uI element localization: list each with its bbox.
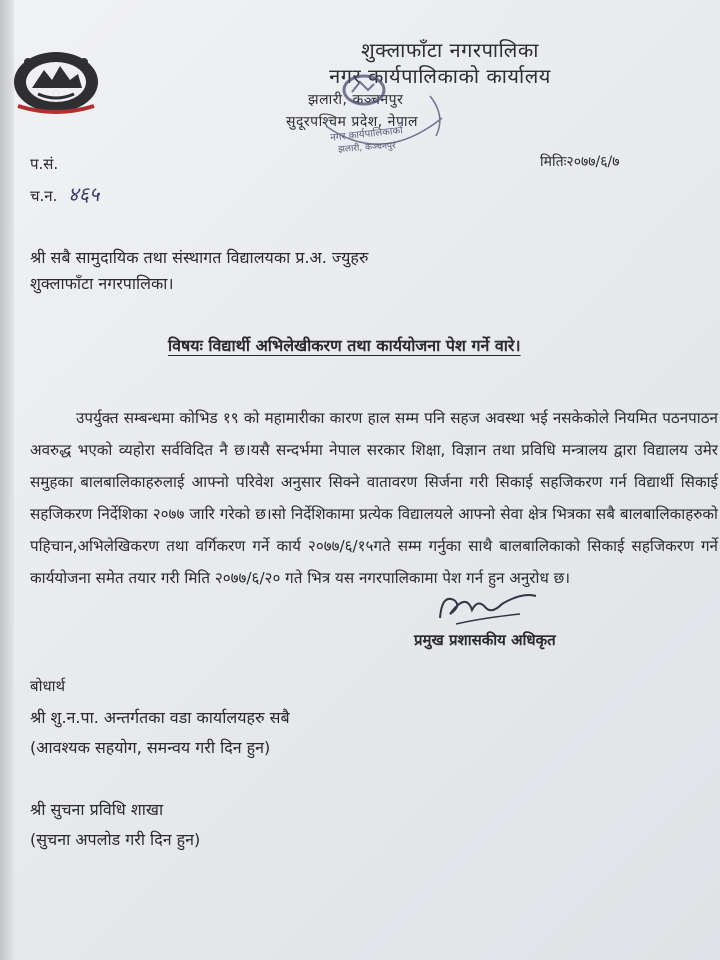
cc-item-it-section: श्री सुचना प्रविधि शाखा [30,800,164,819]
municipality-name: शुक्लाफाँटा नगरपालिका [361,38,539,62]
office-location: झलारी, कञ्चनपुर [308,92,404,108]
letter-date: मितिः२०७७/६/७ [540,154,620,170]
addressee-line1: श्री सबै सामुदायिक तथा संस्थागत विद्यालयका प्र.अ. ज्युहरु [30,248,369,267]
chalani-label: च.न. [30,187,58,205]
chalani-value: ४६५ [68,182,100,206]
patra-sankhya-label: प.सं. [30,155,59,173]
stamp-text-line1: नगर कार्यपालिकाको [329,125,404,144]
signature-mark [432,584,542,634]
office-province: सुदूरपश्चिम प्रदेश, नेपाल [286,114,419,130]
letter-body: उपर्युक्त सम्बन्धमा कोभिड १९ को महामारीका कारण हाल सम्म पनि सहज अवस्था भई नसकेकोले नियमित पठनपाठन अवरुद्ध भएको व्यहोरा सर्वविदित नै छ।यसै सन्दर्भमा नेपाल सरकार शिक्षा, विज्ञान तथा प्रविधि मन्त्रालय द्वारा विद्यालय उमेर समुहका बालबालिकाहरुलाई आफ्नो परिवेश अनुसार सिक्ने वातावरण सिर्जना गरी सिकाई सहजिकरण गर्न विद्यार्थी सिकाई सहजिकरण निर्देशिका २०७७ जारि गरेको छ।सो निर्देशिकामा प्रत्येक विद्यालयले आफ्नो सेवा क्षेत्र भित्रका सबै बालबालिकाहरुको पहिचान,अभिलेखिकरण तथा वर्गिकरण गर्ने कार्य २०७७/६/१५गते सम्म गर्नुका साथै बालबालिकाको सिकाई सहजिकरण गर्ने कार्ययोजना समेत तयार गरी मिति २०७७/६/२० गते भित्र यस नगरपालिकामा पेश गर्न हुन अनुरोध छ। [30,409,718,587]
cc-item-ward-offices: श्री शु.न.पा. अन्तर्गतका वडा कार्यालयहरु सबै [30,708,290,727]
bodharth-label: बोधार्थ [30,677,66,695]
addressee-line2: शुक्लाफाँटा नगरपालिका। [30,274,174,293]
office-name: नगर कार्यपालिकाको कार्यालय [329,64,551,88]
signatory-title: प्रमुख प्रशासकीय अधिकृत [414,631,556,649]
stamp-text-line2: झलारी, कञ्चनपुर [337,140,397,155]
chalani-number [30,180,99,207]
cc-item-it-section-note: (सुचना अपलोड गरी दिन हुन) [30,830,201,849]
cc-item-ward-offices-note: (आवश्यक सहयोग, समन्वय गरी दिन हुन) [30,738,271,757]
paper-edge [0,0,14,960]
patra-sankhya [30,154,58,174]
letter-subject: विषयः विद्यार्थी अभिलेखीकरण तथा कार्ययोजना पेश गर्ने वारे। [168,336,521,355]
